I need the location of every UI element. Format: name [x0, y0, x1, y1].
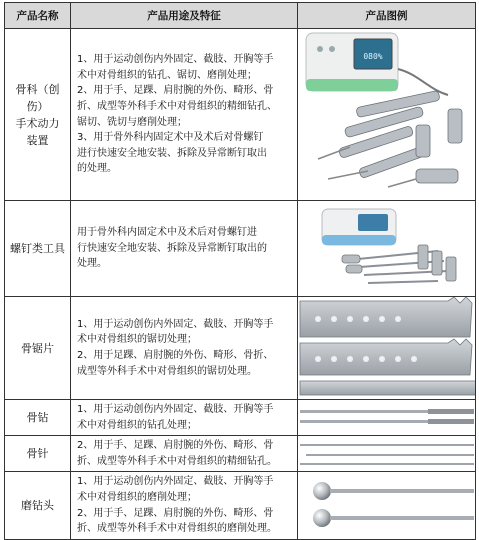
header-product-description: 产品用途及特征: [71, 3, 298, 29]
product-name-line: 手术动力: [15, 116, 60, 130]
product-name-cell: [5, 400, 71, 436]
description-line: 的处理。: [77, 163, 117, 175]
table-row-screw-tools: [5, 201, 476, 297]
product-name-cell: [5, 472, 71, 539]
product-name-line: 螺钉类工具: [10, 242, 65, 255]
product-description-cell: [71, 472, 298, 539]
table-row-power-device: [5, 29, 476, 201]
product-image-cell: [298, 472, 476, 539]
description-line: 2、用于手、足踝、肩肘腕的外伤、畸形、骨: [77, 85, 274, 97]
product-name-cell: [5, 29, 71, 201]
product-name-line: 骨科（创伤）: [15, 82, 60, 113]
product-image-cell: [298, 29, 476, 201]
description-line: 用于骨外科内固定术中及术后对骨螺钉进: [77, 227, 257, 239]
product-table: [4, 2, 476, 540]
product-table-container: [4, 2, 475, 540]
table-row-saw-blades: [5, 297, 476, 400]
screw-tools-image: [298, 201, 476, 296]
product-name-cell: [5, 297, 71, 400]
table-row-bone-drill: [5, 400, 476, 436]
product-description-cell: [71, 201, 298, 297]
description-line: 1、用于运动创伤内外固定、截肢、开胸等手: [77, 54, 274, 66]
burr-bits-image: [298, 476, 476, 536]
product-image-cell: [298, 436, 476, 472]
product-description-cell: [71, 400, 298, 436]
description-line: 术中对骨组织的锯切处理；: [77, 334, 197, 346]
header-product-image: 产品图例: [298, 3, 476, 29]
description-line: 2、用于足踝、肩肘腕的外伤、畸形、骨折、: [77, 350, 274, 361]
description-line: 行快速安全地安装、拆除及异常断钉取出的: [77, 242, 267, 254]
product-description-cell: [71, 297, 298, 400]
description-line: 2、用于手、足踝、肩肘腕的外伤、畸形、骨: [77, 507, 274, 519]
product-name-cell: [5, 436, 71, 472]
product-description-cell: [71, 29, 298, 201]
product-name-line: 装置: [26, 133, 49, 147]
description-line: 处理。: [77, 258, 107, 270]
header-row: [5, 3, 476, 29]
description-line: 1、用于运动创伤内外固定、截肢、开胸等手: [77, 404, 274, 415]
product-image-cell: [298, 400, 476, 436]
product-description-cell: [71, 436, 298, 472]
description-line: 术中对骨组织的钻孔处理；: [77, 419, 197, 431]
device-screen-readout: 080%: [363, 52, 383, 61]
product-name-line: 骨锯片: [21, 341, 54, 355]
description-line: 锯切、铣切与磨削处理；: [77, 116, 187, 128]
product-name-cell: [5, 201, 71, 297]
description-line: 折、成型等外科手术中对骨组织的精细钻孔。: [77, 455, 277, 467]
description-line: 3、用于骨外科内固定术中及术后对骨螺钉: [77, 132, 264, 144]
bone-drill-image: [298, 404, 476, 432]
description-line: 术中对骨组织的钻孔、锯切、磨削处理；: [77, 69, 257, 81]
description-line: 1、用于运动创伤内外固定、截肢、开胸等手: [77, 318, 274, 330]
product-image-cell: [298, 201, 476, 297]
description-line: 1、用于运动创伤内外固定、截肢、开胸等手: [77, 476, 274, 488]
saw-blades-image: [298, 297, 476, 399]
description-line: 折、成型等外科手术中对骨组织的精细钻孔、: [77, 100, 277, 112]
power-device-image: [298, 29, 476, 200]
product-name-line: 骨钻: [26, 411, 49, 425]
header-product-name: 产品名称: [5, 3, 71, 29]
description-line: 术中对骨组织的磨削处理；: [77, 491, 197, 503]
description-line: 折、成型等外科手术中对骨组织的磨削处理。: [77, 523, 277, 535]
bone-pin-image: [298, 436, 476, 471]
product-name-line: 磨钻头: [21, 499, 54, 513]
product-image-cell: [298, 297, 476, 400]
table-row-burr-bits: [5, 472, 476, 539]
product-name-line: 骨针: [26, 447, 49, 461]
table-row-bone-pin: [5, 436, 476, 472]
description-line: 成型等外科手术中对骨组织的锯切处理。: [77, 365, 257, 377]
description-line: 进行快速安全地安装、拆除及异常断钉取出: [77, 147, 267, 159]
description-line: 2、用于手、足踝、肩肘腕的外伤、畸形、骨: [77, 440, 274, 452]
